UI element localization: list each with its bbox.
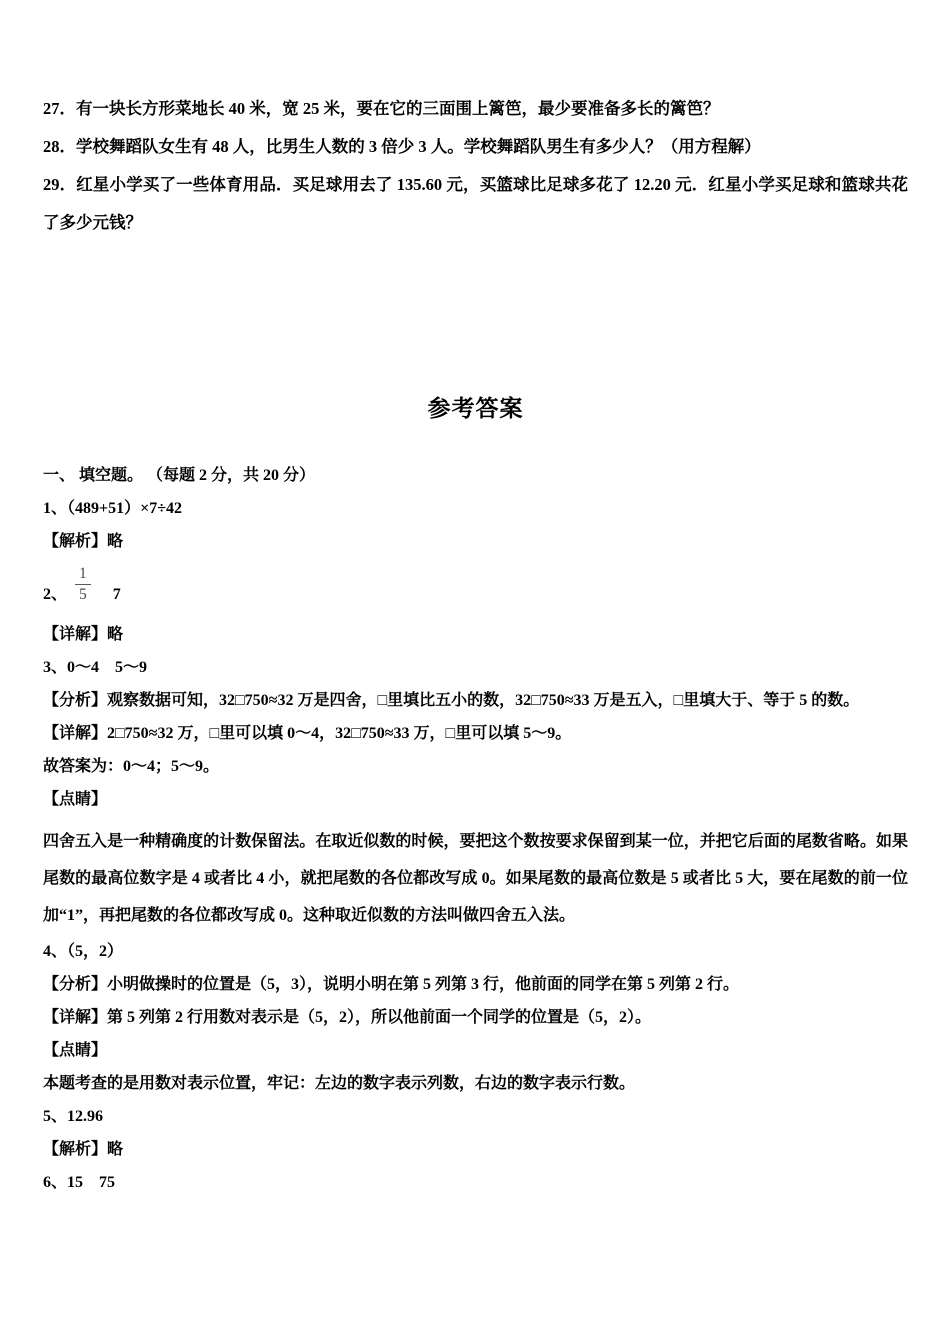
- answer-3-conclusion: 故答案为：0～4；5～9。: [43, 757, 220, 775]
- answer-key-heading: 参考答案: [427, 396, 524, 421]
- answer-3-analysis: 【分析】观察数据可知，32□750≈32 万是四舍，□里填比五小的数，32□750≈33 万是五入，□里填大于、等于 5 的数。: [43, 691, 860, 709]
- answer-2-suffix: 7: [112, 585, 121, 603]
- answer-4-analysis: 【分析】小明做操时的位置是（5，3），说明小明在第 5 列第 3 行，他前面的同学在第 5 列第 2 行。: [43, 975, 740, 993]
- fraction-numerator: 1: [75, 565, 91, 585]
- problem-29: 29．红星小学买了一些体育用品．买足球用去了 135.60 元，买篮球比足球多花了 12.20 元．红星小学买足球和篮球共花了多少元钱？: [43, 175, 908, 232]
- section-1-title: 一、 填空题。 （每题 2 分，共 20 分）: [43, 467, 316, 484]
- answer-5: 5、12.96: [43, 1107, 104, 1125]
- answer-6: 6、15 75: [43, 1173, 116, 1191]
- answer-3: 3、0～4 5～9: [43, 658, 148, 676]
- answer-4-tip: 本题考查的是用数对表示位置，牢记：左边的数字表示列数，右边的数字表示行数。: [43, 1074, 636, 1092]
- answer-3-detail: 【详解】2□750≈32 万，□里可以填 0～4，32□750≈33 万，□里可以填 5～9。: [43, 724, 572, 742]
- problem-27: 27．有一块长方形菜地长 40 米，宽 25 米，要在它的三面围上篱笆，最少要准备多长的篱笆？: [43, 99, 720, 118]
- answer-4-tip-label: 【点睛】: [43, 1041, 108, 1059]
- answer-2-prefix: 2、: [43, 585, 68, 603]
- problem-28: 28．学校舞蹈队女生有 48 人，比男生人数的 3 倍少 3 人。学校舞蹈队男生有多少人？（用方程解）: [43, 137, 761, 156]
- answer-1-note: 【解析】略: [43, 533, 124, 550]
- answer-5-note: 【解析】略: [43, 1140, 124, 1158]
- answer-4-detail: 【详解】第 5 列第 2 行用数对表示是（5，2），所以他前面一个同学的位置是（5，2）。: [43, 1008, 652, 1026]
- answer-2: [43, 565, 908, 605]
- answer-1: 1、（489+51）×7÷42: [43, 500, 183, 517]
- answer-3-tip-label: 【点睛】: [43, 790, 108, 808]
- problems-block: [43, 90, 908, 242]
- answer-2-fraction: [75, 565, 91, 604]
- answer-3-tip: 四舍五入是一种精确度的计数保留法。在取近似数的时候，要把这个数按要求保留到某一位，并把它后面的尾数省略。如果尾数的最高位数字是 4 或者比 4 小，就把尾数的各位都改写成 0。如果尾数的最高位数是 5 或者比 5 大，要在尾数的前一位加“1”，再把尾数的各位都改写成 0。这种取近似数的方法叫做四舍五入法。: [43, 832, 908, 924]
- answer-key-block: [43, 466, 908, 1193]
- answer-4: 4、（5，2）: [43, 942, 124, 960]
- answer-2-note: 【详解】略: [43, 625, 124, 643]
- fraction-denominator: 5: [79, 585, 87, 603]
